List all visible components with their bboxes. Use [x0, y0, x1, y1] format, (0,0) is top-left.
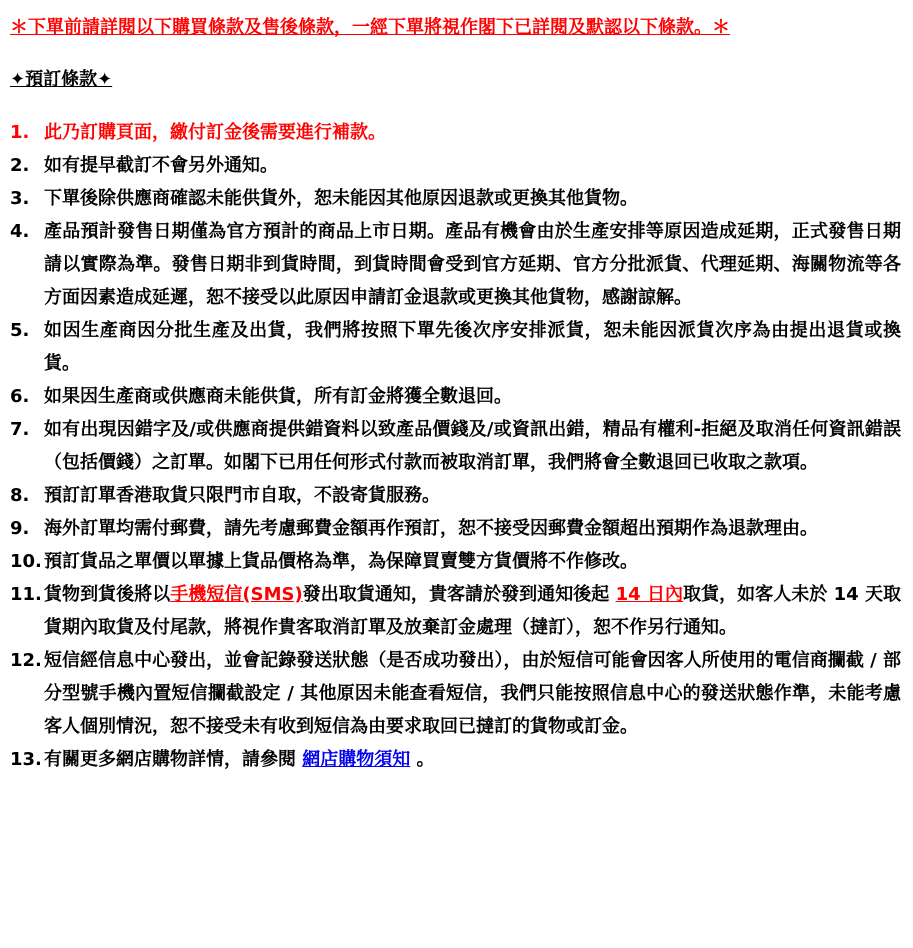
section-header-preorder-terms: ✦預訂條款✦: [10, 69, 113, 90]
term-item: [10, 215, 901, 314]
term-item-text: [44, 545, 901, 578]
term-text-segment: 有關更多網店購物詳情，請參閱: [44, 749, 303, 770]
term-text-segment: 如有出現因錯字及/或供應商提供錯資料以致產品價錢及/或資訊出錯，精品有權利-拒絕及取消任何資訊錯誤（包括價錢）之訂單。如閣下已用任何形式付款而被取消訂單，我們將會全數退回已收取之款項。: [44, 419, 901, 473]
term-item-number: 2.: [10, 155, 30, 176]
term-item-text: [44, 149, 901, 182]
term-item-number: 11.: [10, 584, 42, 605]
term-item: [10, 182, 901, 215]
term-text-segment: 。: [410, 749, 435, 770]
term-item-number: 1.: [10, 122, 30, 143]
term-item: [10, 644, 901, 743]
term-text-segment: 發出取貨通知，貴客請於發到通知後起: [302, 584, 616, 605]
term-text-segment: 如有提早截訂不會另外通知。: [44, 155, 278, 176]
term-item: [10, 479, 901, 512]
term-item: [10, 380, 901, 413]
term-item-number: 10.: [10, 551, 42, 572]
term-text-segment: 海外訂單均需付郵費，請先考慮郵費金額再作預訂，恕不接受因郵費金額超出預期作為退款理由。: [44, 518, 818, 539]
term-text-segment: 如因生產商因分批生產及出貨，我們將按照下單先後次序安排派貨，恕未能因派貨次序為由提出退貨或換貨。: [44, 320, 901, 374]
term-text-segment: 預訂訂單香港取貨只限門市自取，不設寄貨服務。: [44, 485, 440, 506]
term-item-text: [44, 314, 901, 380]
term-item-text: [44, 380, 901, 413]
term-item-number: 6.: [10, 386, 30, 407]
term-item-number: 8.: [10, 485, 30, 506]
term-item-number: 12.: [10, 650, 42, 671]
term-text-segment: 下單後除供應商確認未能供貨外，恕未能因其他原因退款或更換其他貨物。: [44, 188, 638, 209]
term-text-segment: 短信經信息中心發出，並會記錄發送狀態（是否成功發出），由於短信可能會因客人所使用的電信商攔截 / 部分型號手機內置短信攔截設定 / 其他原因未能查看短信，我們只能按照信息中心的發送狀態作準，未能考慮客人個別情況，恕不接受未有收到短信為由要求取回已撻訂的貨物或訂金。: [44, 650, 901, 737]
highlighted-term-text: 此乃訂購頁面，繳付訂金後需要進行補款。: [44, 122, 386, 143]
term-item: [10, 743, 901, 776]
term-item: [10, 314, 901, 380]
term-item-text: [44, 743, 901, 776]
term-item-text: [44, 479, 901, 512]
term-item-number: 13.: [10, 749, 42, 770]
highlighted-term-text: 14 日內: [615, 584, 684, 605]
highlighted-term-text: 手機短信(SMS): [170, 584, 303, 605]
term-item-number: 9.: [10, 518, 30, 539]
term-item: [10, 149, 901, 182]
term-text-segment: 取貨，如客人未於 14 天取貨期內取貨及付尾款，將視作貴客取消訂單及放棄訂金處理（撻訂），恕不作另行通知。: [44, 584, 901, 638]
term-text-segment: 貨物到貨後將以: [44, 584, 171, 605]
term-item: [10, 413, 901, 479]
term-item-text: [44, 215, 901, 314]
term-item: [10, 512, 901, 545]
term-item-text: [44, 578, 901, 644]
store-notice-link[interactable]: 網店購物須知: [302, 749, 411, 770]
term-item-number: 4.: [10, 221, 30, 242]
term-text-segment: 產品預計發售日期僅為官方預計的商品上市日期。產品有機會由於生產安排等原因造成延期，正式發售日期請以實際為準。發售日期非到貨時間，到貨時間會受到官方延期、官方分批派貨、代理延期、海關物流等各方面因素造成延遲，恕不接受以此原因申請訂金退款或更換其他貨物，感謝諒解。: [44, 221, 901, 308]
terms-list: [10, 116, 901, 776]
term-item-text: [44, 644, 901, 743]
term-item-number: 5.: [10, 320, 30, 341]
term-item-text: [44, 413, 901, 479]
term-item-text: [44, 182, 901, 215]
term-item: [10, 578, 901, 644]
term-item: [10, 116, 901, 149]
term-item-text: [44, 116, 901, 149]
term-item-number: 7.: [10, 419, 30, 440]
document-title: ＊下單前請詳閱以下購買條款及售後條款，一經下單將視作閣下已詳閱及默認以下條款。＊: [10, 17, 730, 38]
term-item-text: [44, 512, 901, 545]
term-text-segment: 預訂貨品之單價以單據上貨品價格為準，為保障買賣雙方貨價將不作修改。: [44, 551, 638, 572]
term-text-segment: 如果因生產商或供應商未能供貨，所有訂金將獲全數退回。: [44, 386, 512, 407]
term-item-number: 3.: [10, 188, 30, 209]
term-item: [10, 545, 901, 578]
